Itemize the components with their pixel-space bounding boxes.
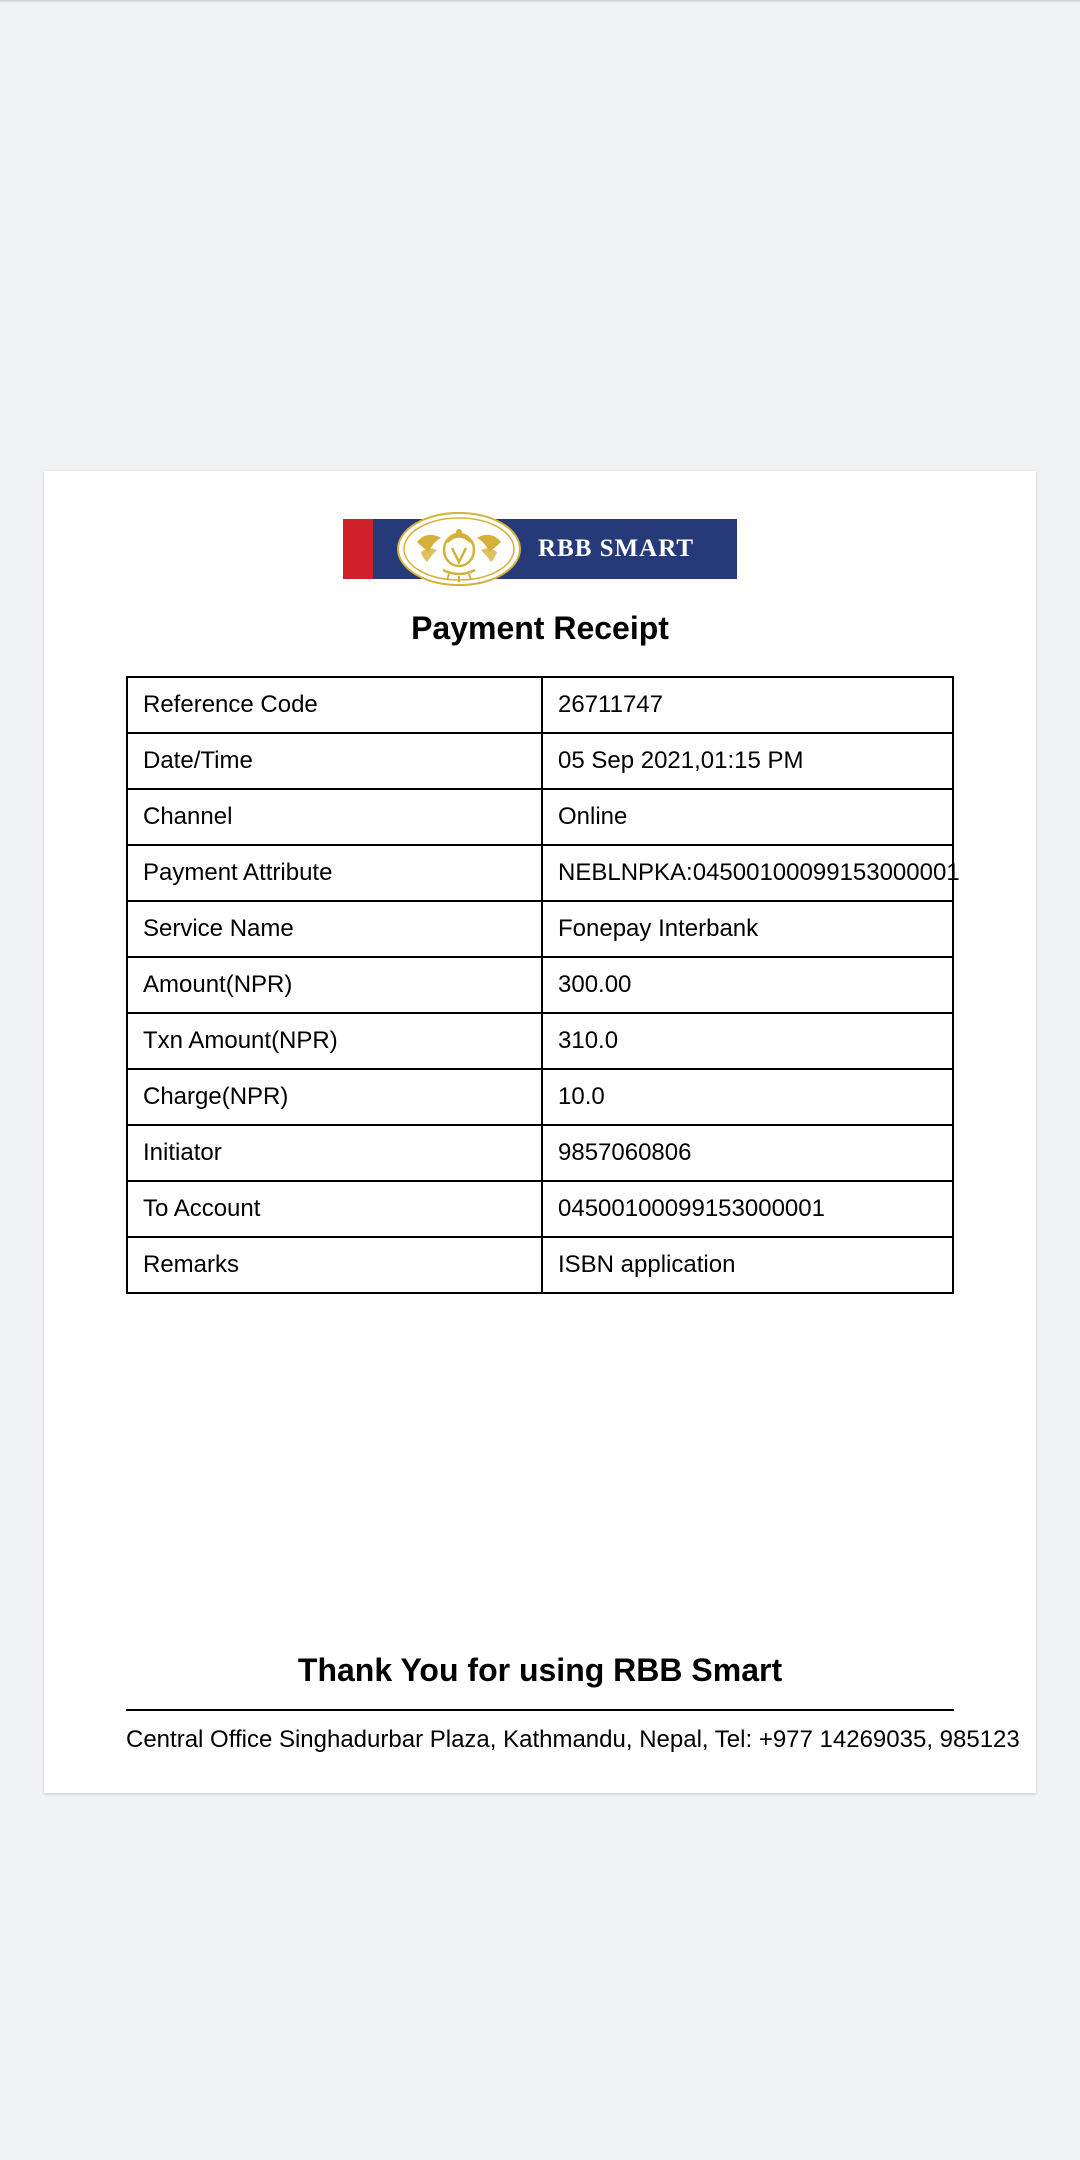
status-bar-shadow (0, 0, 1080, 3)
row-label: Date/Time (127, 733, 542, 789)
table-row (127, 901, 953, 957)
row-label: Reference Code (127, 677, 542, 733)
table-row (127, 845, 953, 901)
row-value: 10.0 (542, 1069, 953, 1125)
row-label: Channel (127, 789, 542, 845)
row-label: Remarks (127, 1237, 542, 1293)
row-value: 05 Sep 2021,01:15 PM (542, 733, 953, 789)
table-row (127, 1125, 953, 1181)
table-row (127, 1237, 953, 1293)
row-label: Charge(NPR) (127, 1069, 542, 1125)
row-value: 9857060806 (542, 1125, 953, 1181)
row-label: Amount(NPR) (127, 957, 542, 1013)
row-value: 04500100099153000001 (542, 1181, 953, 1237)
logo-text: RBB SMART (538, 535, 695, 562)
rbb-smart-logo (343, 519, 737, 579)
table-row (127, 677, 953, 733)
row-label: Service Name (127, 901, 542, 957)
row-value: 26711747 (542, 677, 953, 733)
receipt-title: Payment Receipt (411, 610, 669, 646)
row-value: 310.0 (542, 1013, 953, 1069)
row-label: Payment Attribute (127, 845, 542, 901)
thank-you-message: Thank You for using RBB Smart (297, 1652, 783, 1688)
row-label: Initiator (127, 1125, 542, 1181)
table-row (127, 789, 953, 845)
row-value: ISBN application (542, 1237, 953, 1293)
payment-receipt (44, 471, 1036, 1793)
table-row (127, 1181, 953, 1237)
logo-red-band (343, 519, 373, 579)
footer-divider (126, 1709, 954, 1711)
row-value: NEBLNPKA:04500100099153000001 (542, 845, 953, 901)
row-value: 300.00 (542, 957, 953, 1013)
receipt-details-table (126, 676, 960, 1294)
table-row (127, 957, 953, 1013)
table-row (127, 733, 953, 789)
office-address: Central Office Singhadurbar Plaza, Kathmandu, Nepal, Tel: +977 14269035, 985123 (126, 1726, 1020, 1753)
row-label: Txn Amount(NPR) (127, 1013, 542, 1069)
row-value: Online (542, 789, 953, 845)
row-value: Fonepay Interbank (542, 901, 953, 957)
row-label: To Account (127, 1181, 542, 1237)
table-row (127, 1013, 953, 1069)
rbb-seal-icon (397, 512, 521, 586)
table-row (127, 1069, 953, 1125)
logo-blue-band (373, 519, 737, 579)
